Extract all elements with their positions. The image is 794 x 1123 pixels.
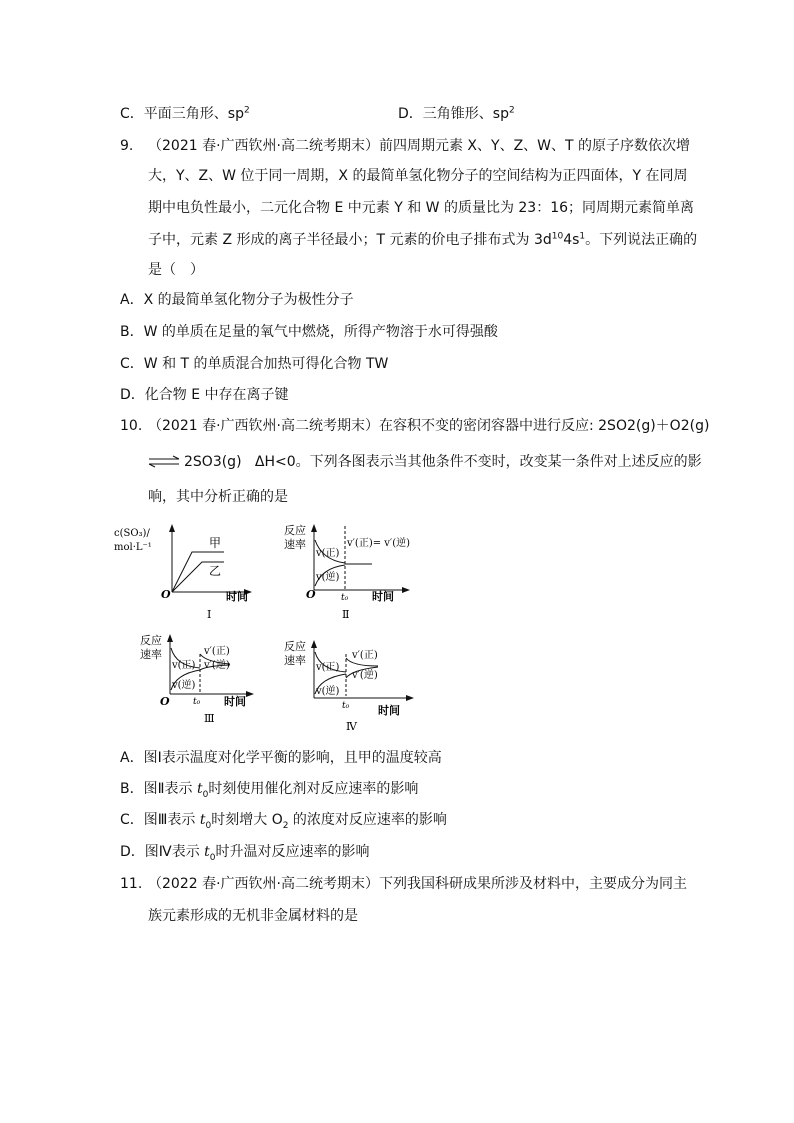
q10-option-b (120, 779, 418, 799)
y-axis-label: 速率 (140, 648, 162, 661)
reverse-rate-label: v(逆) (172, 680, 196, 691)
stem-text: 子中，元素 Z 形成的离子半径最小；T 元素的价电子排布式为 3d (148, 232, 552, 248)
new-reverse-rate-label: v′(逆) (204, 660, 230, 671)
x-axis-label: 时间 (224, 695, 246, 708)
option-text: 时升温对反应速率的影响 (215, 844, 370, 860)
subscript: 0 (205, 820, 212, 831)
y-axis-label: 反应 (284, 524, 306, 537)
subscript: 0 (202, 789, 209, 800)
new-reverse-rate-label: v′(逆) (352, 670, 378, 681)
q10-option-d (120, 842, 370, 862)
t0-label: t₀ (341, 593, 349, 603)
x-axis-label: 时间 (378, 704, 400, 717)
q9-option-b: B．W 的单质在足量的氧气中燃烧，所得产物溶于水可得强酸 (120, 324, 498, 340)
origin-label: O (161, 588, 171, 601)
option-text: 时刻增大 O (211, 812, 283, 828)
q9-stem-line-4 (148, 230, 697, 250)
q9-stem-line-3: 期中电负性最小，二元化合物 E 中元素 Y 和 W 的质量比为 23：16；同周期元素简单离 (148, 200, 695, 216)
forward-rate-label: v(正) (316, 662, 340, 673)
x-axis-label: 时间 (372, 590, 394, 603)
superscript: 1 (579, 231, 586, 242)
figure-4 (282, 636, 422, 736)
option-text: 时刻使用催化剂对反应速率的影响 (208, 781, 419, 797)
stem-text: 4s (563, 232, 580, 248)
y-axis-arrow-icon (169, 524, 175, 532)
equal-rates-label: v′(正)= v′(逆) (347, 538, 411, 549)
q9-stem-line-1: （2021 春·广西钦州·高二统考期末）前四周期元素 X、Y、Z、W、T 的原子序数依次增 (148, 138, 691, 154)
q11-number: 11. (120, 876, 143, 892)
option-text: 平面三角形、sp (143, 106, 244, 122)
y-axis-unit: mol·L⁻¹ (114, 542, 152, 553)
equation-product: 2SO3(g) (184, 454, 242, 470)
figure-2 (282, 520, 422, 624)
new-forward-rate-label: v′(正) (204, 646, 230, 657)
q9-stem-line-2: 大，Y、Z、W 位于同一周期，X 的最简单氢化物分子的空间结构为正四面体，Y 在同周 (148, 168, 688, 184)
q10-number: 10. (120, 418, 143, 434)
q11-stem-line-1: （2022 春·广西钦州·高二统考期末）下列我国科研成果所涉及材料中，主要成分为同主 (148, 876, 687, 892)
reversible-arrow-icon (148, 455, 180, 469)
figure-caption: Ⅱ (342, 608, 350, 621)
option-text: D．图Ⅳ表示 (120, 844, 205, 860)
y-axis-label: c(SO₃)/ (114, 528, 150, 539)
q8-option-d (398, 104, 515, 124)
figure-caption: Ⅳ (346, 720, 357, 733)
superscript: 2 (508, 105, 515, 116)
q10-stem-line-1: （2021 春·广西钦州·高二统考期末）在容积不变的密闭容器中进行反应: 2SO2(g)＋O2(g) (148, 418, 710, 434)
q9-number: 9. (120, 138, 134, 154)
figure-3 (138, 630, 268, 730)
figure-1 (112, 520, 262, 624)
y-axis-label: 速率 (284, 538, 306, 551)
option-letter: D． (398, 106, 423, 122)
option-text: 三角锥形、sp (422, 106, 509, 122)
option-text: B．图Ⅱ表示 (120, 781, 197, 797)
option-text: 的浓度对反应速率的影响 (288, 812, 447, 828)
y-axis-arrow-icon (311, 524, 317, 532)
q9-option-d: D．化合物 E 中存在离子键 (120, 387, 289, 403)
x-axis-arrow-icon (246, 691, 254, 697)
superscript: 2 (243, 105, 250, 116)
origin-label: O (160, 695, 170, 708)
stem-text: 。下列说法正确的 (585, 232, 698, 248)
y-axis-label: 速率 (284, 654, 306, 667)
t0-label: t₀ (342, 701, 350, 711)
x-axis-arrow-icon (402, 587, 410, 593)
y-axis-arrow-icon (311, 640, 317, 648)
q10-option-a: A．图Ⅰ表示温度对化学平衡的影响，且甲的温度较高 (120, 750, 442, 766)
forward-rate-label: v(正) (316, 548, 340, 559)
variable-t: t (204, 844, 210, 860)
reverse-rate-label: v(逆) (316, 686, 340, 697)
figure-caption: Ⅲ (204, 712, 215, 725)
q10-stem-line-2 (148, 452, 702, 472)
x-axis-label: 时间 (226, 590, 248, 603)
subscript: 2 (282, 820, 289, 831)
subscript: 0 (209, 852, 216, 863)
q9-option-a: A．X 的最简单氢化物分子为极性分子 (120, 292, 354, 308)
option-text: C．图Ⅲ表示 (120, 812, 200, 828)
variable-t: t (199, 812, 206, 828)
figure-caption: Ⅰ (207, 608, 212, 621)
new-forward-rate-label: v′(正) (352, 650, 378, 661)
superscript: 10 (551, 231, 564, 242)
q11-stem-line-2: 族元素形成的无机非金属材料的是 (148, 908, 358, 924)
option-letter: C． (120, 106, 144, 122)
curve-yi-label: 乙 (209, 564, 222, 578)
forward-rate-label: v(正) (172, 660, 196, 671)
x-axis-arrow-icon (406, 695, 414, 701)
reverse-rate-label: v(逆) (316, 572, 340, 583)
y-axis-label: 反应 (140, 634, 162, 647)
t0-label: t₀ (193, 697, 201, 707)
curve-jia-label: 甲 (209, 536, 222, 550)
variable-t: t (196, 781, 203, 797)
q8-option-c (120, 104, 250, 124)
q10-option-c (120, 810, 447, 830)
q9-stem-line-5: 是（ ） (148, 262, 204, 278)
stem-text: ΔH<0。下列各图表示当其他条件不变时，改变某一条件对上述反应的影 (254, 454, 702, 470)
y-axis-arrow-icon (167, 634, 173, 642)
y-axis-label: 反应 (284, 640, 306, 653)
origin-label: O (306, 588, 316, 601)
q9-option-c: C．W 和 T 的单质混合加热可得化合物 TW (120, 356, 389, 372)
q10-stem-line-3: 响，其中分析正确的是 (148, 489, 288, 505)
